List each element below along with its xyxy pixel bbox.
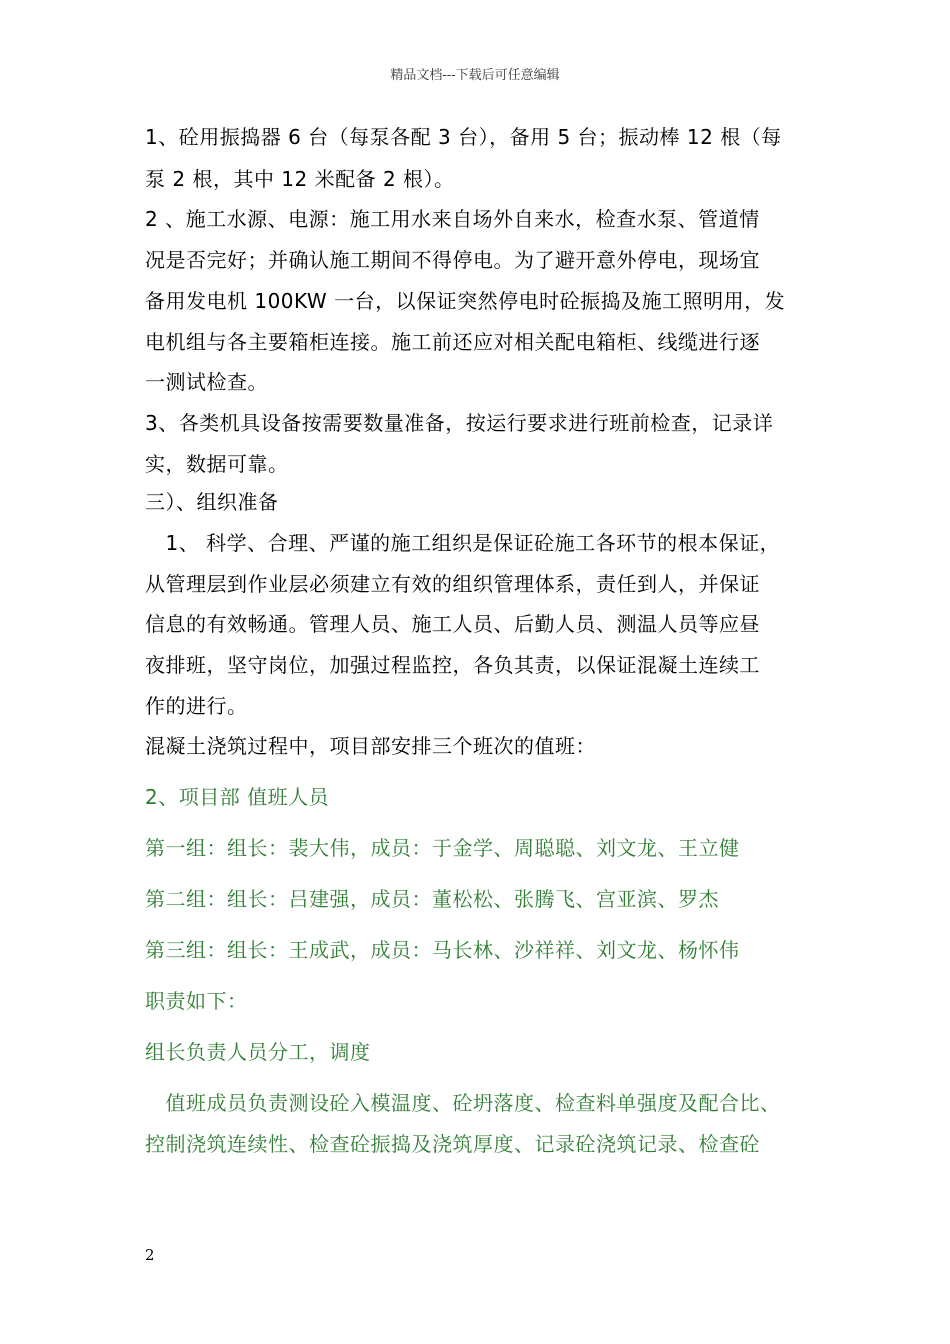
page-number: 2 xyxy=(145,1246,155,1264)
member-duty-line: 控制浇筑连续性、检查砼振捣及浇筑厚度、记录砼浇筑记录、检查砼 xyxy=(145,1132,760,1156)
paragraph-line: 泵 2 根，其中 12 米配备 2 根）。 xyxy=(145,167,455,191)
paragraph-line: 一测试检查。 xyxy=(145,370,268,394)
duties-label: 职责如下： xyxy=(145,989,248,1013)
paragraph-line: 1、 科学、合理、严谨的施工组织是保证砼施工各环节的根本保证， xyxy=(145,531,781,555)
duty-group-2: 第二组：组长：吕建强，成员：董松松、张腾飞、宫亚滨、罗杰 xyxy=(145,887,719,911)
paragraph-line: 作的进行。 xyxy=(145,694,248,718)
duty-group-3: 第三组：组长：王成武，成员：马长林、沙祥祥、刘文龙、杨怀伟 xyxy=(145,938,740,962)
paragraph-line: 况是否完好；并确认施工期间不得停电。为了避开意外停电，现场宜 xyxy=(145,248,760,272)
paragraph-line: 混凝土浇筑过程中，项目部安排三个班次的值班： xyxy=(145,734,596,758)
paragraph-line: 从管理层到作业层必须建立有效的组织管理体系，责任到人，并保证 xyxy=(145,572,760,596)
duty-group-1: 第一组：组长：裴大伟，成员：于金学、周聪聪、刘文龙、王立健 xyxy=(145,836,740,860)
paragraph-line: 2 、施工水源、电源：施工用水来自场外自来水，检查水泵、管道情 xyxy=(145,207,760,231)
page-header: 精品文档---下载后可任意编辑 xyxy=(390,68,560,83)
paragraph-line: 实，数据可靠。 xyxy=(145,452,289,476)
duty-heading: 2、项目部 值班人员 xyxy=(145,785,330,809)
paragraph-line: 夜排班，坚守岗位，加强过程监控，各负其责，以保证混凝土连续工 xyxy=(145,653,760,677)
section-heading: 三）、组织准备 xyxy=(145,490,279,514)
paragraph-line: 1、砼用振捣器 6 台（每泵各配 3 台），备用 5 台；振动棒 12 根（每 xyxy=(145,125,782,149)
paragraph-line: 备用发电机 100KW 一台，以保证突然停电时砼振捣及施工照明用，发 xyxy=(145,289,786,313)
paragraph-line: 3、各类机具设备按需要数量准备，按运行要求进行班前检查，记录详 xyxy=(145,411,774,435)
paragraph-line: 信息的有效畅通。管理人员、施工人员、后勤人员、测温人员等应昼 xyxy=(145,612,760,636)
paragraph-line: 电机组与各主要箱柜连接。施工前还应对相关配电箱柜、线缆进行逐 xyxy=(145,330,760,354)
leader-duty: 组长负责人员分工，调度 xyxy=(145,1040,371,1064)
member-duty-line: 值班成员负责测设砼入模温度、砼坍落度、检查料单强度及配合比、 xyxy=(145,1091,781,1115)
